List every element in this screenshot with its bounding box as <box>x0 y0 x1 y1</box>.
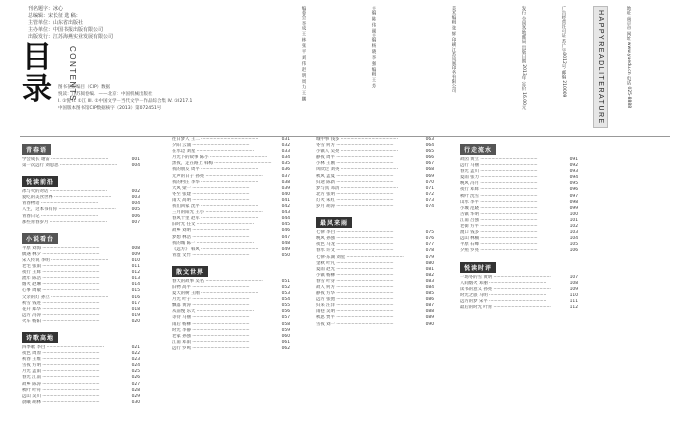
toc-entry-page: 074 <box>425 204 434 210</box>
section-header: 行走流水 <box>460 144 496 155</box>
toc-entry-page: 085 <box>425 291 434 297</box>
pub-line: 出版发行：江苏海燕实业发展有限公司 <box>28 34 114 40</box>
toc-entry-title: 青涩 文竹 ········································· <box>172 252 250 258</box>
toc-entry-title: 夏天的树 王刚 ········································· <box>172 291 259 297</box>
toc-entry-page: 005 <box>131 207 140 213</box>
toc-entry-page: 025 <box>131 369 140 375</box>
toc-entry-title: 四季歌 李白 ········································· <box>22 344 104 350</box>
toc-entry-title: 夏雨 张力 ········································· <box>460 175 538 181</box>
toc-entry-page: 007 <box>131 219 140 225</box>
toc-entry-page: 023 <box>131 357 140 363</box>
toc-entry-page: 009 <box>131 251 140 257</box>
toc-entry-page: 094 <box>569 175 578 181</box>
toc-entry-page: 038 <box>281 179 290 185</box>
toc-entry-page: 107 <box>569 274 578 280</box>
toc-entry-title: 小林 王刚 ········································· <box>316 161 394 167</box>
toc-entry-title: 我的城 陈一 ········································· <box>172 240 254 246</box>
toc-entry-page: 046 <box>281 228 290 234</box>
toc-entry-title: 飘落 黄涛 ········································· <box>172 303 250 309</box>
toc-entry-page: 022 <box>131 351 140 357</box>
cip-line: I. ①悦 II. ①江 III. ①中国文学－当代文学－作品综合集 IV. ①I217.1 <box>58 99 193 104</box>
toc-entry-title: 雨天 高明 ········································· <box>172 197 250 203</box>
toc-entry-title: 雪夜 方明 ········································· <box>22 363 100 369</box>
toc-entry-page: 078 <box>425 248 434 254</box>
toc-entry-page: 109 <box>569 286 578 292</box>
toc-entry-title: 故园 黄立 ········································· <box>460 157 538 162</box>
toc-entry-page: 049 <box>281 246 290 252</box>
toc-entry-title: 一场冬的雪 黄明 ········································· <box>460 274 551 280</box>
cip-block <box>58 84 288 112</box>
toc-entry-title: 青春物语 ········································· <box>22 201 99 207</box>
toc-entry-page: 112 <box>569 304 578 310</box>
toc-entry-page: 081 <box>425 266 434 272</box>
toc-entry-title: 平原 石峰 ········································· <box>460 242 538 248</box>
toc-entry-page: 111 <box>569 298 578 304</box>
toc-entry-page: 101 <box>569 217 578 223</box>
toc-entry-page: 092 <box>569 163 578 169</box>
toc-entry-title: 七律 李白 ········································· <box>316 230 394 236</box>
toc-entry-title: 秋叶 沈雪 ········································· <box>460 193 538 199</box>
toc-entry-page: 091 <box>569 157 578 162</box>
toc-entry-title: 无声的日子 孙亮 ········································· <box>172 173 263 179</box>
toc-entry-title: 春风十里 赵军 ········································· <box>172 216 259 222</box>
toc-entry-title: 小镇人 吴亮 ········································· <box>316 149 398 155</box>
toc-column <box>460 137 578 311</box>
toc-entry[interactable] <box>460 305 578 311</box>
toc-entry-title: 冬雪 何方 ········································· <box>316 143 394 149</box>
toc-entry[interactable] <box>172 346 290 352</box>
toc-entry-title: 从前慢 乐天 ········································· <box>172 309 254 315</box>
toc-entry-title: 旧时光 任文 ········································· <box>172 222 254 228</box>
toc-entry-page: 075 <box>425 230 434 236</box>
masthead-column: 地址 南京市 网址 www.yuedu.cn 电话 025-8888 <box>626 6 631 109</box>
toc-entry-page: 056 <box>281 309 290 315</box>
toc-entry-title: 春天的故事 吴名 ········································· <box>172 278 263 284</box>
masthead-column: 主编 陈 伟 副主编 杨 晓 李 强 编辑 王 芳 <box>371 6 376 88</box>
toc-entry-title: 夕阳 云涌 ········································· <box>172 143 250 149</box>
toc-entry-title: 晨曦 胡林 ········································· <box>22 399 100 405</box>
toc-entry-page: 037 <box>281 173 290 179</box>
masthead-band-label: HAPPYREADLITERATURE <box>597 10 604 125</box>
toc-entry-page: 104 <box>569 236 578 242</box>
toc-entry-title: 秋风 孟夏 ········································· <box>316 173 394 179</box>
toc-entry-page: 047 <box>281 234 290 240</box>
toc-entry-page: 106 <box>569 248 578 254</box>
toc-entry-title: 学会成长 谢雷 ········································· <box>22 157 109 162</box>
toc-entry-title: 在水边 刘星 ········································· <box>172 149 254 155</box>
toc-entry-title: 七律·东湖 刘星 ········································· <box>316 254 404 260</box>
toc-entry-title: 父亲的灯 孙立 ········································· <box>22 294 109 300</box>
toc-entry-title: 故乡 陈涛 ········································· <box>22 381 100 387</box>
toc-entry-title: 我的村庄 李华 ········································· <box>172 179 259 185</box>
toc-entry-title: 北方 张明 ········································· <box>316 191 394 197</box>
toc-entry-page: 077 <box>425 242 434 248</box>
toc-entry-title: 梦想 林浩 ········································· <box>172 234 250 240</box>
toc-entry-page: 048 <box>281 240 290 246</box>
toc-entry-title: 初春 王维 ········································· <box>22 357 100 363</box>
toc-entry-title: 时光之旅 马明 ········································· <box>460 292 547 298</box>
toc-entry-title: 我们回家 沈平 ········································· <box>172 204 259 210</box>
toc-entry-page: 026 <box>131 375 140 381</box>
toc-entry-page: 001 <box>131 157 140 162</box>
toc-entry-page: 034 <box>281 155 290 161</box>
toc-entry-page: 071 <box>425 185 434 191</box>
toc-entry-title: 古镇 华明 ········································· <box>460 211 538 217</box>
toc-entry-title: 远行 罗鸣 ········································· <box>172 345 250 351</box>
toc-entry-page: 099 <box>569 205 578 211</box>
toc-entry-page: 086 <box>425 297 434 303</box>
toc-entry-title: 小城 范晓 ········································· <box>460 205 538 211</box>
toc-entry-title: 春雪 叶芽 ········································· <box>316 278 394 284</box>
toc-entry-page: 097 <box>569 193 578 199</box>
toc-entry-page: 033 <box>281 149 290 155</box>
toc-entry-title: 雪夜 刘一 ········································· <box>316 321 394 327</box>
toc-entry-page: 070 <box>425 179 434 185</box>
toc-entry-title: 最后的时光 叶青 ········································· <box>460 304 551 310</box>
toc-entry-title: 流年 陈浩 ········································· <box>22 276 100 282</box>
toc-entry-page: 051 <box>281 278 290 284</box>
toc-entry-page: 103 <box>569 230 578 236</box>
toc-entry-page: 096 <box>569 187 578 193</box>
toc-entry-title: 烟火 赵琳 ········································· <box>22 282 100 288</box>
toc-entry-page: 068 <box>425 167 434 173</box>
cip-line: 中国版本图书馆CIP数据核字（2013）第072451号 <box>58 106 162 111</box>
toc-entry-page: 040 <box>281 191 290 197</box>
toc-entry-title: 夕照 罗亮 ········································· <box>460 248 538 254</box>
pub-line: 主办单位：中国书报出版有限公司 <box>28 27 104 33</box>
toc-entry-title: 花开 郑华 ········································· <box>22 306 100 312</box>
toc-entry-page: 110 <box>569 292 578 298</box>
pub-line: 刊名题字：冰心 <box>28 6 64 12</box>
toc-entry-page: 054 <box>281 297 290 303</box>
toc-entry-page: 055 <box>281 303 290 309</box>
toc-entry-title: 远方 冯涛 ········································· <box>22 312 100 318</box>
toc-entry-page: 017 <box>131 300 140 306</box>
toc-entry-title: 宋人传说 李明 ········································· <box>22 257 109 263</box>
toc-entry-title: 老家 孙强 ········································· <box>172 333 250 339</box>
toc-entry-page: 008 <box>131 245 140 251</box>
toc-entry-title: 金秋 叶凡 ········································· <box>316 260 394 266</box>
toc-entry-page: 052 <box>281 284 290 290</box>
toc-entry-page: 014 <box>131 282 140 288</box>
toc-entry-page: 021 <box>131 344 140 350</box>
toc-entry-title: 老街 方平 ········································· <box>460 224 538 230</box>
toc-entry-page: 053 <box>281 291 290 297</box>
toc-entry-page: 060 <box>281 333 290 339</box>
toc-entry-title: 故人 何方 ········································· <box>316 284 394 290</box>
toc-entry-page: 039 <box>281 185 290 191</box>
toc-entry-page: 076 <box>425 236 434 242</box>
toc-entry-page: 098 <box>569 199 578 205</box>
toc-entry-title: 灯火 朱红 ········································· <box>316 197 394 203</box>
toc-entry-title: 冬至 张建 ········································· <box>172 191 250 197</box>
toc-entry-title: 渡口 钱多 ········································· <box>460 230 538 236</box>
toc-entry-page: 018 <box>131 306 140 312</box>
toc-entry-title: 春光 江南 ········································· <box>22 375 100 381</box>
toc-entry-page: 031 <box>281 137 290 142</box>
toc-entry-page: 089 <box>425 315 434 321</box>
pub-line: 总编辑：宋长征 选 稿： <box>28 13 81 19</box>
toc-entry-title: 夜行 邓辉 ········································· <box>460 187 538 193</box>
toc-entry-title: 远山 吴川 ········································· <box>22 393 100 399</box>
toc-entry-title: 时光 李静 ········································· <box>172 327 250 333</box>
toc-entry-title: 春光 孟川 ········································· <box>460 169 538 175</box>
toc-entry-title: 月光 孟雨 ········································· <box>22 369 100 375</box>
toc-entry-title: 静夜 方华 ········································· <box>316 291 394 297</box>
toc-entry-page: 087 <box>425 303 434 309</box>
toc-entry[interactable] <box>22 400 140 406</box>
toc-entry-title: 故乡 刘明 ········································· <box>172 228 250 234</box>
toc-entry-title: 远行 马丽 ········································· <box>460 163 538 169</box>
section-header: 青春语 <box>22 144 51 155</box>
toc-entry-title: 偶遇 林夕 ········································· <box>22 251 100 257</box>
masthead-column: 美术编辑 张 辉 印刷 江苏凤凰印务有限公司 <box>451 6 456 93</box>
toc-entry-page: 004 <box>131 201 140 207</box>
toc-entry-page: 061 <box>281 339 290 345</box>
toc-entry-page: 015 <box>131 288 140 294</box>
toc-entry-title: 往日梦人 王二 ········································· <box>172 137 259 142</box>
toc-entry-title: 春水 许文 ········································· <box>316 248 394 254</box>
toc-entry-page: 050 <box>281 252 290 258</box>
title-en: CONTENTS <box>68 46 77 102</box>
toc-entry-title: 读书的意义 孙亮 ········································· <box>460 286 551 292</box>
title-zh: 目录 <box>22 40 52 107</box>
toc-entry-page: 043 <box>281 210 290 216</box>
toc-entry-title: 青春日记 ········································· <box>22 213 99 219</box>
toc-entry-title: 夜色 马龙 ········································· <box>316 242 394 248</box>
toc-entry-page: 058 <box>281 321 290 327</box>
toc-entry-title: 江南 邓雨 ········································· <box>172 339 250 345</box>
toc-entry-title: 月光下的故事 陈小 ········································· <box>172 155 268 161</box>
section-header: 诗歌高地 <box>22 332 58 343</box>
toc-entry-page: 042 <box>281 204 290 210</box>
toc-entry-page: 059 <box>281 327 290 333</box>
toc-entry-title: 秋叶 叶舟 ········································· <box>22 387 100 393</box>
toc-column <box>172 137 290 352</box>
toc-entry-title: 旧物 高平 ········································· <box>172 284 250 290</box>
toc-entry-page: 062 <box>281 345 290 351</box>
cip-line: 图书在版编目（CIP）数据 <box>58 85 111 90</box>
toc-entry-title: 静夜 周平 ········································· <box>316 155 394 161</box>
toc-entry-page: 100 <box>569 211 578 217</box>
toc-entry-page: 064 <box>425 143 434 149</box>
masthead-column: 广告经营许可证 苏广字0012号 邮编 210009 <box>561 6 566 98</box>
publication-info <box>28 6 113 41</box>
toc-entry-page: 035 <box>281 161 290 167</box>
toc-entry-page: 066 <box>425 155 434 161</box>
toc-entry-title: 城中事 钱多 ········································· <box>316 137 398 142</box>
toc-entry-page: 083 <box>425 278 434 284</box>
toc-entry-title: 等待 马丽 ········································· <box>172 315 250 321</box>
toc-entry[interactable] <box>172 253 290 259</box>
toc-entry-title: 初雪 钱进 ········································· <box>22 300 100 306</box>
toc-entry-title: 冰与火的对话 ········································· <box>22 189 107 195</box>
toc-entry-title: 远方 张弛 ········································· <box>316 297 394 303</box>
toc-entry-title: 风吹过 刘英 ········································· <box>316 167 398 173</box>
toc-entry-title: 第一次远行 刘思思 ········································· <box>22 163 118 169</box>
toc-entry-page: 080 <box>425 260 434 266</box>
toc-entry-title: 心事 周敏 ········································· <box>22 288 100 294</box>
toc-entry-page: 105 <box>569 242 578 248</box>
toc-entry-page: 108 <box>569 280 578 286</box>
toc-entry-page: 002 <box>131 189 140 195</box>
toc-entry-page: 082 <box>425 272 434 278</box>
masthead-column: 编委会 李成 王 林 张 平 刘 伟 赵 明 周 力 王 鹏 <box>301 6 306 102</box>
toc-entry-page: 041 <box>281 197 290 203</box>
toc-entry-page: 063 <box>425 137 434 142</box>
toc-entry-title: 人间烟火 邓丽 ········································· <box>460 280 547 286</box>
toc-entry-page: 010 <box>131 257 140 263</box>
toc-entry-title: 火车 杨阳 ········································· <box>22 318 100 324</box>
toc-entry-page: 030 <box>131 399 140 405</box>
toc-entry-page: 084 <box>425 284 434 290</box>
toc-entry-title: 小镇 杨柳 ········································· <box>316 272 394 278</box>
toc-entry-page: 102 <box>569 224 578 230</box>
toc-entry-title: 归途 陈新 ········································· <box>316 179 394 185</box>
toc-entry-page: 067 <box>425 161 434 167</box>
toc-entry-title: 黑夜，走在路上 韩梅 ········································· <box>172 161 272 167</box>
toc-entry-title: 平原 刘海 ········································· <box>22 245 100 251</box>
toc-entry-page: 036 <box>281 167 290 173</box>
toc-entry[interactable] <box>316 204 434 210</box>
toc-entry-title: 雨巷 吴明 ········································· <box>316 309 394 315</box>
toc-entry-title: 老宅 张雨 ········································· <box>22 264 100 270</box>
masthead-column: 发行 全国各地邮局 出版日期 2013年 定价 16.00元 <box>521 6 526 110</box>
toc-entry-title: 远山 林楠 ········································· <box>460 236 538 242</box>
section-header: 小说看台 <box>22 233 58 244</box>
toc-entry-title: 爱吃的美食世界 ········································· <box>22 195 112 201</box>
toc-entry[interactable] <box>22 319 140 325</box>
toc-entry-title: 山水 李平 ········································· <box>460 199 538 205</box>
toc-entry-title: 远方的梦 宋平 ········································· <box>460 298 547 304</box>
toc-entry-title: 雨后 杨柳 ········································· <box>172 321 250 327</box>
pub-line: 主管单位：山东省出版社 <box>28 20 84 26</box>
toc-entry-title: 江南 吕强 ········································· <box>460 217 538 223</box>
toc-entry-page: 088 <box>425 309 434 315</box>
toc-column <box>22 137 140 406</box>
toc-entry-page: 029 <box>131 393 140 399</box>
toc-entry[interactable] <box>316 322 434 328</box>
toc-entry-title: 归来 汪洋 ········································· <box>316 303 394 309</box>
toc-entry-page: 095 <box>569 181 578 187</box>
toc-entry-title: 夜色 周原 ········································· <box>22 351 100 357</box>
toc-entry-title: 夜行 王辉 ········································· <box>22 270 100 276</box>
toc-entry-title: 《远方》 韩风 ········································· <box>172 246 259 252</box>
toc-entry-title: 梦与真 邓清 ········································· <box>316 185 398 191</box>
toc-entry-page: 065 <box>425 149 434 155</box>
toc-entry[interactable] <box>460 248 578 254</box>
toc-entry-page: 024 <box>131 363 140 369</box>
toc-entry-page: 093 <box>569 169 578 175</box>
toc-entry-page: 079 <box>425 254 434 260</box>
toc-entry-page: 045 <box>281 222 290 228</box>
toc-entry-page: 012 <box>131 270 140 276</box>
toc-entry-title: 月光 叶子 ········································· <box>172 297 250 303</box>
toc-entry-page: 073 <box>425 197 434 203</box>
toc-entry-page: 006 <box>131 213 140 219</box>
toc-entry-page: 090 <box>425 321 434 327</box>
toc-entry-page: 013 <box>131 276 140 282</box>
toc-entry-page: 020 <box>131 318 140 324</box>
toc-entry[interactable] <box>22 220 140 226</box>
toc-entry-page: 011 <box>131 264 140 270</box>
toc-entry-page: 057 <box>281 315 290 321</box>
toc-entry-title: 人生，这本书有你 ········································· <box>22 207 116 213</box>
toc-entry-page: 069 <box>425 173 434 179</box>
toc-entry-page: 019 <box>131 312 140 318</box>
toc-entry-page: 004 <box>131 163 140 169</box>
toc-entry-title: 夏雨 赵光 ········································· <box>316 266 394 272</box>
toc-entry-title: 大风 梁一 ········································· <box>172 185 250 191</box>
masthead-band <box>593 6 608 128</box>
toc-entry-page: 028 <box>131 387 140 393</box>
section-header: 悦读时评 <box>460 262 496 273</box>
toc-entry-page: 072 <box>425 191 434 197</box>
section-header: 悦读前沿 <box>22 176 58 187</box>
toc-entry-page: 016 <box>131 294 140 300</box>
toc-entry-title: 那些青春岁月 ········································· <box>22 219 107 225</box>
toc-entry-title: 岁月 胡涛 ········································· <box>316 204 394 210</box>
toc-column <box>316 137 434 328</box>
toc-entry-page: 032 <box>281 143 290 149</box>
toc-entry[interactable] <box>22 163 140 169</box>
toc-entry-page: 027 <box>131 381 140 387</box>
section-header: 最风来雨 <box>316 217 352 228</box>
toc-entry-title: 我的朋友 周平 ········································· <box>172 167 259 173</box>
toc-entry-page: 003 <box>131 195 140 201</box>
section-header: 散文世界 <box>172 266 208 277</box>
toc-entry-title: 三月的阳光 王小 ········································· <box>172 210 263 216</box>
cip-line: 悦读：江苏阅卷编．——北京：中国机械出版社 <box>58 92 153 97</box>
toc-entry-title: 晚风 孙强 ········································· <box>316 236 394 242</box>
toc-entry-title: 秋思 贾平 ········································· <box>316 315 394 321</box>
toc-entry-page: 044 <box>281 216 290 222</box>
toc-entry-title: 晚风 冯月 ········································· <box>460 181 538 187</box>
